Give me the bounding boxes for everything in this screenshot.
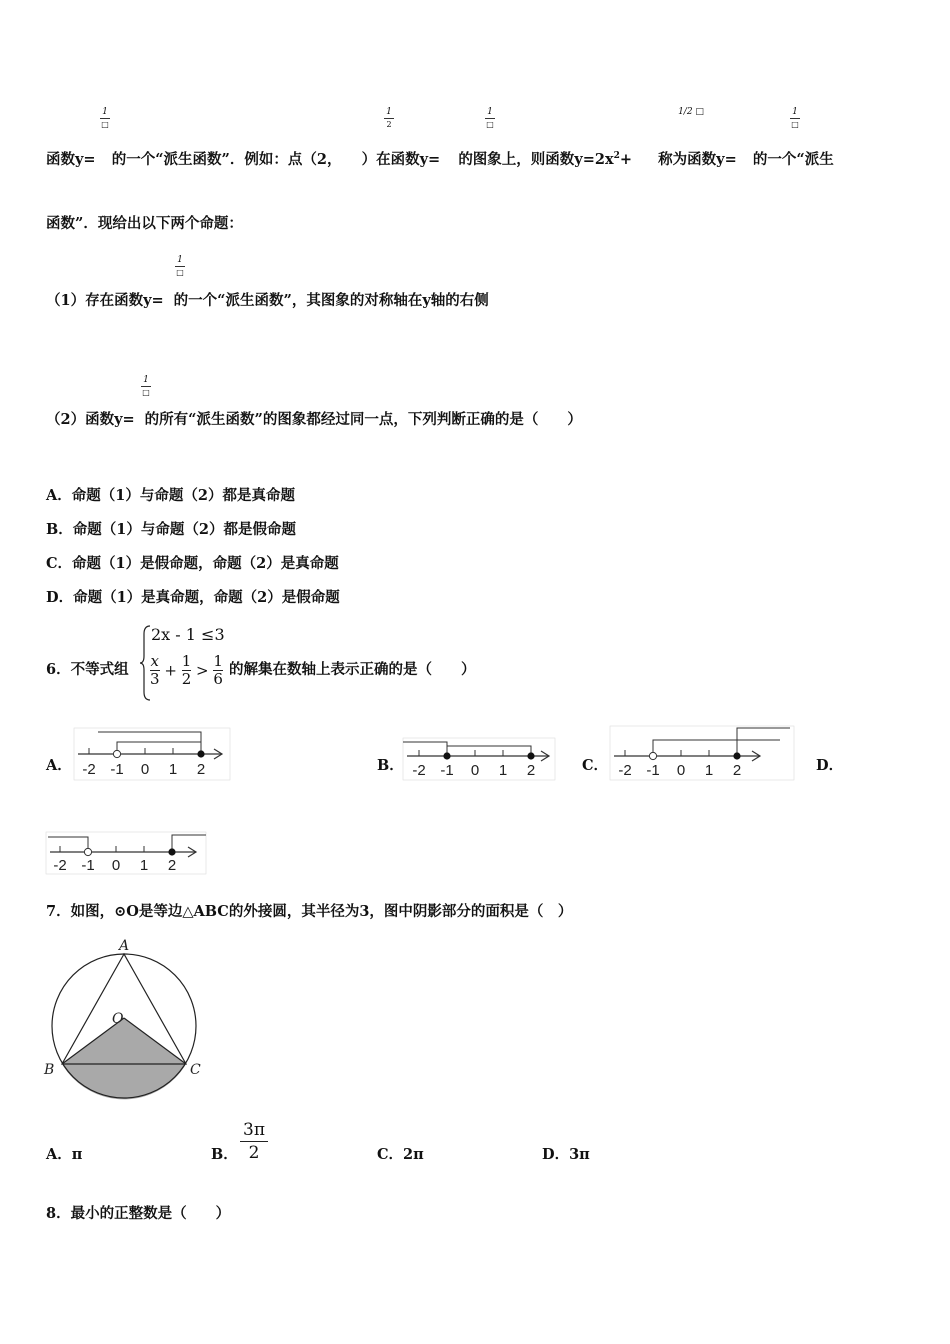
tick-label: 0	[111, 857, 121, 874]
number-line-d[interactable]	[46, 832, 206, 874]
tick-label: 2	[732, 762, 742, 779]
inequality-1: 2x - 1 ≤3	[151, 625, 225, 644]
point-label-b: B	[44, 1062, 55, 1078]
tick-label: -1	[440, 762, 454, 779]
tick-label: 1	[139, 857, 149, 874]
q5-option-b[interactable]: B．命题（1）与命题（2）都是假命题	[46, 521, 296, 538]
tick-label: 0	[470, 762, 480, 779]
fraction-1-over-x: 1 □	[101, 107, 109, 129]
fraction-1-over-x: 1 □	[486, 107, 494, 129]
fraction-1-over-x: 1 □	[791, 107, 799, 129]
tick-label: 2	[196, 761, 206, 778]
q5-option-d[interactable]: D．命题（1）是真命题，命题（2）是假命题	[46, 589, 340, 606]
fraction-3pi-over-2: 3π 2	[240, 1120, 268, 1163]
q7-question: 7．如图，⊙O是等边△ABC的外接圆，其半径为3，图中阴影部分的面积是（ ）	[46, 903, 573, 920]
tick-label: -1	[110, 761, 124, 778]
fraction-1-over-x: 1 □	[176, 255, 184, 277]
fraction-1-over-x: 1 □	[142, 375, 150, 397]
q7-option-d[interactable]: D．3π	[542, 1146, 590, 1163]
q6-option-a[interactable]: A．	[46, 757, 72, 774]
number-line-b[interactable]	[403, 738, 555, 780]
q6-option-c[interactable]: C．	[582, 757, 609, 774]
q6-option-b[interactable]: B．	[377, 757, 404, 774]
q6-prefix: 6．不等式组	[46, 661, 129, 678]
tick-label: 0	[140, 761, 150, 778]
inequality-2: $\frac{x}{3} + \frac{1}{2} > \frac{1}{6}$	[150, 652, 223, 688]
tick-label: -2	[53, 857, 67, 874]
tick-label: 1	[168, 761, 178, 778]
tick-label: 0	[676, 762, 686, 779]
intro-line-1: 函数y= 的一个“派生函数”．例如：点（2， ）在函数y= 的图象上，则函数$y=2x^2+$ 称为函数y= 的一个“派生	[46, 150, 834, 168]
q7-option-b[interactable]: B．	[211, 1146, 238, 1163]
tick-label: 2	[526, 762, 536, 779]
proposition-2: （2）函数y= 的所有“派生函数”的图象都经过同一点，下列判断正确的是（ ）	[46, 411, 582, 428]
circle-triangle-figure	[42, 936, 212, 1106]
fraction-half-box: 1/2 □	[678, 107, 704, 117]
q5-option-a[interactable]: A．命题（1）与命题（2）都是真命题	[46, 487, 295, 504]
point-label-a: A	[119, 938, 130, 954]
tick-label: -1	[646, 762, 660, 779]
tick-label: 2	[167, 857, 177, 874]
number-line-c[interactable]	[610, 726, 794, 780]
q7-option-c[interactable]: C．2π	[377, 1146, 424, 1163]
tick-label: -2	[618, 762, 632, 779]
q5-option-c[interactable]: C．命题（1）是假命题，命题（2）是真命题	[46, 555, 339, 572]
q6-suffix: 的解集在数轴上表示正确的是（ ）	[229, 661, 476, 678]
proposition-1: （1）存在函数y= 的一个“派生函数”，其图象的对称轴在y轴的右侧	[46, 292, 489, 309]
fraction-1-over-2: 1 2	[382, 108, 396, 130]
tick-label: 1	[704, 762, 714, 779]
tick-label: 1	[498, 762, 508, 779]
q6-option-d[interactable]: D．	[816, 757, 844, 774]
point-label-c: C	[190, 1062, 201, 1078]
tick-label: -2	[82, 761, 96, 778]
tick-label: -1	[81, 857, 95, 874]
intro-line-2: 函数”．现给出以下两个命题：	[46, 215, 243, 232]
q7-option-a[interactable]: A．π	[46, 1146, 83, 1163]
q8-question: 8．最小的正整数是（ ）	[46, 1205, 231, 1222]
point-label-o: O	[112, 1011, 124, 1027]
number-line-a[interactable]	[74, 728, 230, 780]
tick-label: -2	[412, 762, 426, 779]
